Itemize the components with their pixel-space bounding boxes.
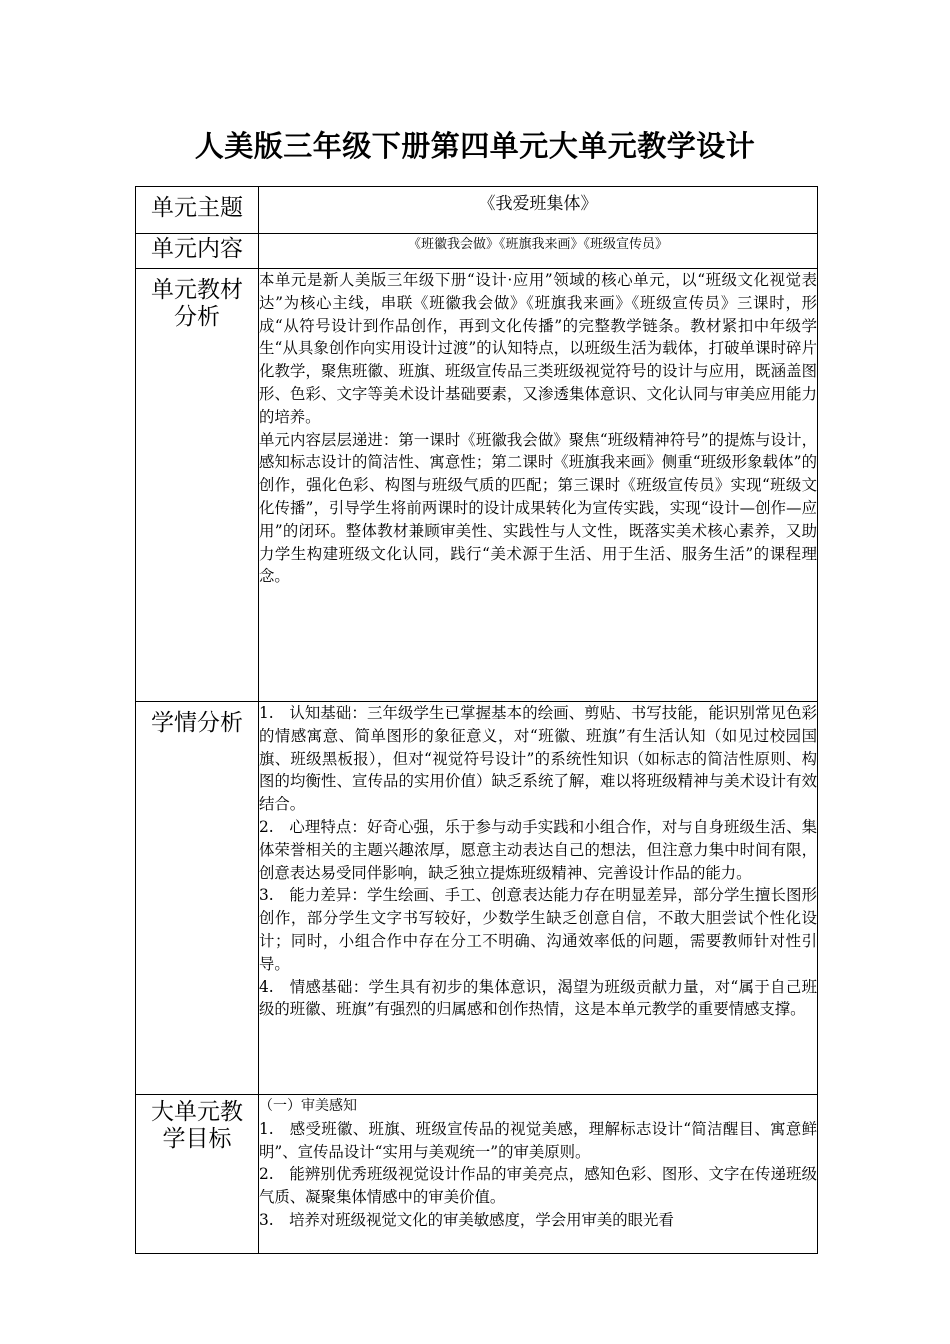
learner-label-cell [136, 702, 259, 1095]
learner-item-4: 4. 情感基础：学生具有初步的集体意识，渴望为班级贡献力量，对“属于自己班级的班徽、班旗”有强烈的归属感和创作热情，这是本单元教学的重要情感支撑。 [259, 977, 817, 1019]
theme-label-cell [136, 187, 259, 234]
table-row-unit-goals [136, 1095, 818, 1254]
theme-value-cell [259, 187, 818, 234]
learner-item-2: 2. 心理特点：好奇心强，乐于参与动手实践和小组合作，对与自身班级生活、集体荣誉相关的主题兴趣浓厚，愿意主动表达自己的想法，但注意力集中时间有限，创意表达易受同伴影响，缺乏独立提炼班级精神、完善设计作品的能力。 [259, 817, 817, 882]
unit-design-table [135, 186, 818, 1254]
goal-item-3: 3. 培养对班级视觉文化的审美敏感度，学会用审美的眼光看 [259, 1210, 674, 1229]
theme-value: 《我爱班集体》 [478, 194, 598, 214]
goal-label-line2: 学目标 [162, 1126, 232, 1152]
learner-item-3: 3. 能力差异：学生绘画、手工、创意表达能力存在明显差异，部分学生擅长图形创作，部分学生文字书写较好，少数学生缺乏创意自信，不敢大胆尝试个性化设计；同时，小组合作中存在分工不明确、沟通效率低的问题，需要教师针对性引导。 [259, 886, 817, 973]
learner-item-1: 1. 认知基础：三年级学生已掌握基本的绘画、剪贴、书写技能，能识别常见色彩的情感寓意、简单图形的象征意义，对“班徽、班旗”有生活认知（如见过校园国旗、班级黑板报），但对“视觉符号设计”的系统性知识（如标志的简洁性原则、构图的均衡性、宣传品的实用价值）缺乏系统了解，难以将班级精神与美术设计有效结合。 [259, 704, 817, 814]
content-label-cell [136, 234, 259, 269]
table-row-textbook-analysis [136, 269, 818, 702]
table-row-content [136, 234, 818, 269]
theme-label: 单元主题 [151, 195, 243, 221]
goal-label-cell [136, 1095, 259, 1254]
table-row-theme [136, 187, 818, 234]
content-label: 单元内容 [151, 236, 243, 262]
learner-value-cell [259, 702, 818, 1095]
goal-subheading: （一）审美感知 [259, 1098, 357, 1114]
goal-item-2: 2. 能辨别优秀班级视觉设计作品的审美亮点，感知色彩、图形、文字在传递班级气质、凝聚集体情感中的审美价值。 [259, 1165, 817, 1207]
goal-item-1: 1. 感受班徽、班旗、班级宣传品的视觉美感，理解标志设计“简洁醒目、寓意鲜明”、宣传品设计“实用与美观统一”的审美原则。 [259, 1119, 817, 1161]
analysis-paragraph-2: 单元内容层层递进：第一课时《班徽我会做》聚焦“班级精神符号”的提炼与设计，感知标志设计的简洁性、寓意性；第二课时《班旗我来画》侧重“班级形象载体”的创作，强化色彩、构图与班级气质的匹配；第三课时《班级宣传员》实现“班级文化传播”，引导学生将前两课时的设计成果转化为宣传实践，实现“设计—创作—应用”的闭环。整体教材兼顾审美性、实践性与人文性，既落实美术核心素养，又助力学生构建班级文化认同，践行“美术源于生活、用于生活、服务生活”的课程理念。 [259, 430, 817, 586]
analysis-label-line2: 分析 [174, 304, 220, 330]
learner-label: 学情分析 [151, 710, 243, 736]
goal-value-cell [259, 1095, 818, 1254]
page-title: 人美版三年级下册第四单元大单元教学设计 [194, 129, 756, 163]
analysis-paragraph-1: 本单元是新人美版三年级下册“设计·应用”领域的核心单元，以“班级文化视觉表达”为核心主线，串联《班徽我会做》《班旗我来画》《班级宣传员》三课时，形成“从符号设计到作品创作，再到文化传播”的完整教学链条。教材紧扣中年级学生“从具象创作向实用设计过渡”的认知特点，以班级生活为载体，打破单课时碎片化教学，聚焦班徽、班旗、班级宣传品三类班级视觉符号的设计与应用，既涵盖图形、色彩、文字等美术设计基础要素，又渗透集体意识、文化认同与审美应用能力的培养。 [259, 271, 817, 426]
goal-label-line1: 大单元教 [151, 1099, 243, 1125]
content-value: 《班徽我会做》《班旗我来画》《班级宣传员》 [407, 237, 668, 252]
analysis-label-line1: 单元教材 [151, 277, 243, 303]
analysis-label-cell [136, 269, 259, 702]
table-row-learner-analysis [136, 702, 818, 1095]
analysis-value-cell [259, 269, 818, 702]
content-value-cell [259, 234, 818, 269]
